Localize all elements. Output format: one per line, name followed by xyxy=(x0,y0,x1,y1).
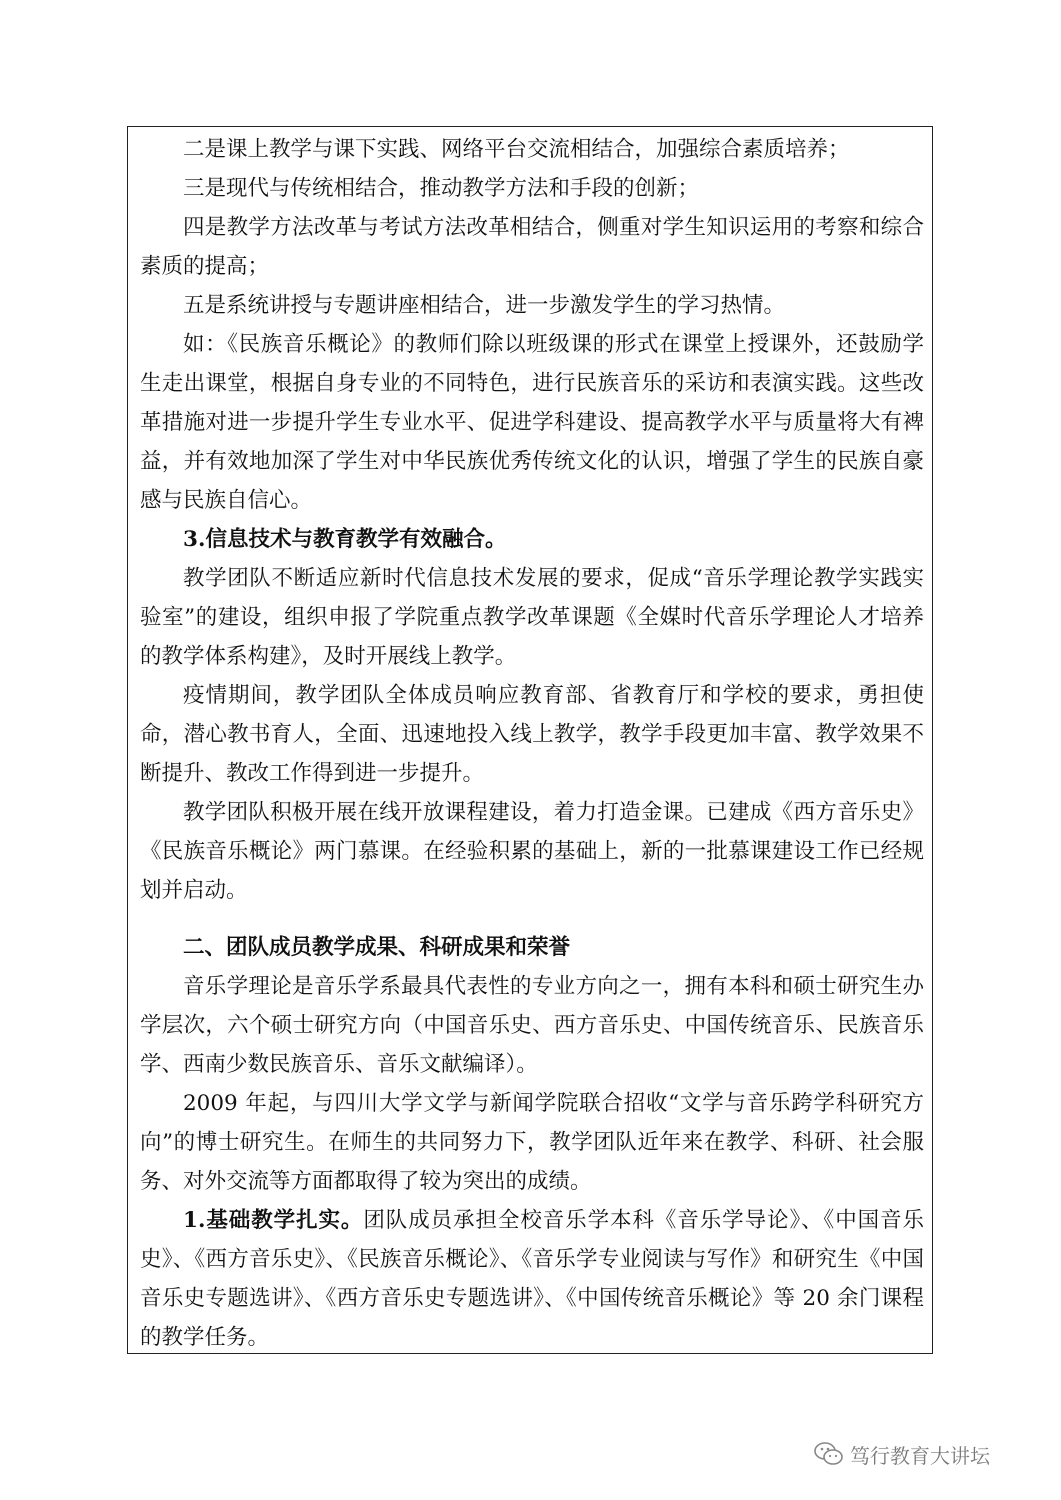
paragraph-pandemic: 疫情期间，教学团队全体成员响应教育部、省教育厅和学校的要求，勇担使命，潜心教书育人，全面、迅速地投入线上教学，教学手段更加丰富、教学效果不断提升、教改工作得到进一步提升。 xyxy=(140,683,924,786)
paragraph-overview: 音乐学理论是音乐学系最具代表性的专业方向之一，拥有本科和硕士研究生办学层次，六个硕士研究方向（中国音乐史、西方音乐史、中国传统音乐、民族音乐学、西南少数民族音乐、音乐文献编译）。 xyxy=(140,974,924,1077)
subheading-info-tech: 3.信息技术与教育教学有效融合。 xyxy=(183,527,507,552)
paragraph-2: 二是课上教学与课下实践、网络平台交流相结合，加强综合素质培养； xyxy=(183,137,850,162)
section-heading-achievements: 二、团队成员教学成果、科研成果和荣誉 xyxy=(183,935,571,960)
watermark xyxy=(814,1437,990,1471)
paragraph-example: 如：《民族音乐概论》的教师们除以班级课的形式在课堂上授课外，还鼓励学生走出课堂，根据自身专业的不同特色，进行民族音乐的采访和表演实践。这些改革措施对进一步提升学生专业水平、促进学科建设、提高教学水平与质量将大有裨益，并有效地加深了学生对中华民族优秀传统文化的认识，增强了学生的民族自豪感与民族自信心。 xyxy=(140,332,924,513)
paragraph-mooc: 教学团队积极开展在线开放课程建设，着力打造金课。已建成《西方音乐史》《民族音乐概论》两门慕课。在经验积累的基础上，新的一批慕课建设工作已经规划并启动。 xyxy=(140,800,924,903)
paragraph-teaching xyxy=(140,1201,924,1357)
paragraph-lab: 教学团队不断适应新时代信息技术发展的要求，促成“音乐学理论教学实践实验室”的建设，组织申报了学院重点教学改革课题《全媒时代音乐学理论人才培养的教学体系构建》，及时开展线上教学。 xyxy=(140,566,924,669)
teaching-lead: 1.基础教学扎实。 xyxy=(183,1208,364,1233)
paragraph-3: 三是现代与传统相结合，推动教学方法和手段的创新； xyxy=(183,176,700,201)
paragraph-5: 五是系统讲授与专题讲座相结合，进一步激发学生的学习热情。 xyxy=(183,293,786,318)
paragraph-4: 四是教学方法改革与考试方法改革相结合，侧重对学生知识运用的考察和综合素质的提高； xyxy=(140,215,924,279)
paragraph-doctoral: 2009 年起，与四川大学文学与新闻学院联合招收“文学与音乐跨学科研究方向”的博士研究生。在师生的共同努力下，教学团队近年来在教学、科研、社会服务、对外交流等方面都取得了较为突出的成绩。 xyxy=(140,1091,924,1194)
teaching-text: 团队成员承担全校音乐学本科《音乐学导论》、《中国音乐史》、《西方音乐史》、《民族音乐概论》、《音乐学专业阅读与写作》和研究生《中国音乐史专题选讲》、《西方音乐史专题选讲》、《中国传统音乐概论》等 20 余门课程的教学任务。 xyxy=(140,1208,924,1350)
watermark-text: 笃行教育大讲坛 xyxy=(850,1443,990,1468)
wechat-icon xyxy=(814,1441,844,1467)
document-body xyxy=(140,130,924,1357)
